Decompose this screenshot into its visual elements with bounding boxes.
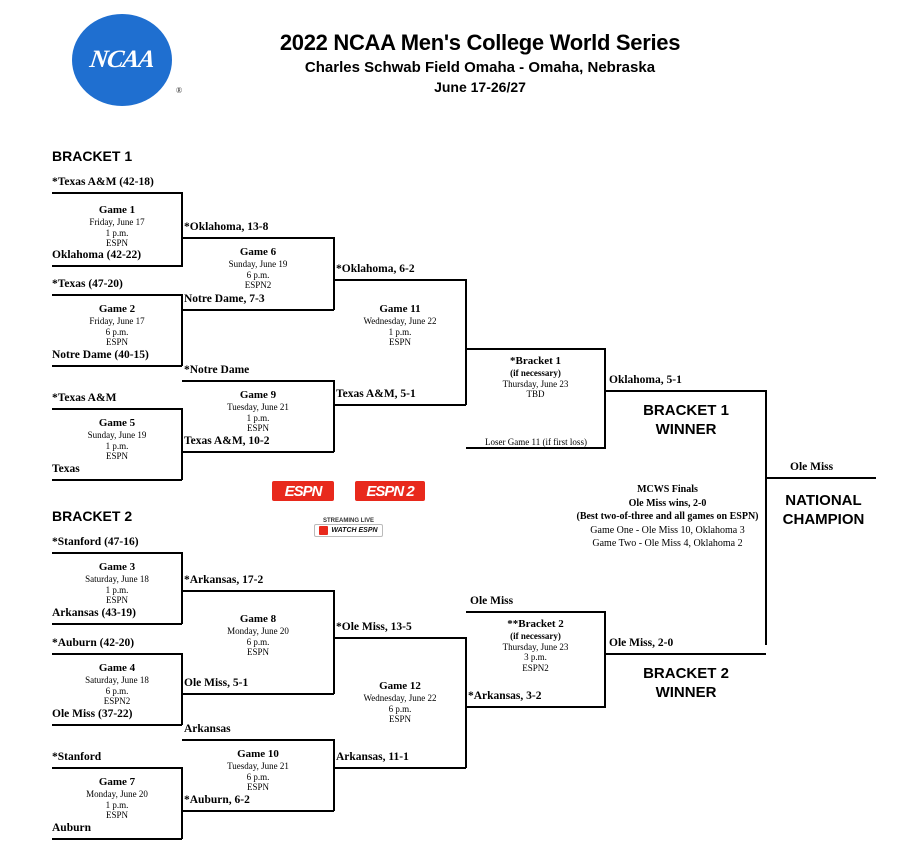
venue-subtitle: Charles Schwab Field Omaha - Omaha, Nebraska xyxy=(304,59,656,76)
game-4-network: ESPN2 xyxy=(103,696,131,707)
bracket-2-winner-line2: WINNER xyxy=(655,683,717,701)
game-9-box xyxy=(182,389,334,434)
rule xyxy=(52,408,182,410)
finals-title: MCWS Finals xyxy=(637,484,698,495)
game-1-title: Game 1 xyxy=(98,204,136,216)
loser-bracket-notre-dame: *Notre Dame xyxy=(184,364,250,376)
bracket-1-if-date: Thursday, June 23 xyxy=(502,378,569,389)
streaming-live-label: STREAMING LIVE xyxy=(322,518,374,524)
national-champion-team: Ole Miss xyxy=(790,461,834,473)
winner-game-9: Texas A&M, 10-2 xyxy=(184,435,270,447)
game-3-title: Game 3 xyxy=(98,561,136,573)
ncaa-logo-text: NCAA xyxy=(88,46,157,73)
game-6-title: Game 6 xyxy=(239,246,277,258)
rule xyxy=(334,279,466,281)
game-2-title: Game 2 xyxy=(98,303,136,315)
bracket-2-winner-line1: BRACKET 2 xyxy=(643,665,729,682)
rule xyxy=(52,838,182,840)
bracket-2-if-necessary-box xyxy=(468,618,603,673)
game-12-title: Game 12 xyxy=(379,680,421,692)
game-7-date: Monday, June 20 xyxy=(86,788,148,799)
bracket-2-if-sub: (if necessary) xyxy=(510,630,561,641)
rule xyxy=(182,693,334,695)
game-7-time: 1 p.m. xyxy=(105,799,129,810)
rule xyxy=(52,552,182,554)
page-title: 2022 NCAA Men's College World Series xyxy=(279,30,681,55)
entrant-game-11-texas-am: Texas A&M, 5-1 xyxy=(336,388,416,400)
game-2-time: 6 p.m. xyxy=(105,326,129,337)
rule xyxy=(52,365,182,367)
rule xyxy=(334,637,466,639)
game-4-box xyxy=(52,662,182,707)
espn-logo: ESPN xyxy=(272,481,334,501)
game-11-network: ESPN xyxy=(388,337,411,348)
game-10-title: Game 10 xyxy=(237,748,279,760)
rule xyxy=(52,479,182,481)
game-5-time: 1 p.m. xyxy=(105,440,129,451)
rule xyxy=(182,739,334,741)
team-auburn: *Auburn (42-20) xyxy=(52,637,135,649)
game-10-box xyxy=(182,748,334,793)
rule xyxy=(181,653,183,725)
team-texas-am: *Texas A&M (42-18) xyxy=(52,176,154,188)
mcws-finals-block xyxy=(535,483,800,551)
game-11-time: 1 p.m. xyxy=(388,326,412,337)
game-5-box xyxy=(52,417,182,462)
game-3-network: ESPN xyxy=(105,595,128,606)
rule xyxy=(606,653,766,655)
winner-game-8: *Ole Miss, 13-5 xyxy=(336,621,412,633)
winner-game-12: *Arkansas, 3-2 xyxy=(468,690,542,702)
game-4-date: Saturday, June 18 xyxy=(85,674,149,685)
bracket-1-winner-line1: BRACKET 1 xyxy=(643,402,729,419)
rule xyxy=(52,192,182,194)
bracket-2-if-time: 3 p.m. xyxy=(524,652,547,663)
bracket-1-winner-label xyxy=(606,402,766,440)
game-8-box xyxy=(182,613,334,658)
bracket-2-if-date: Thursday, June 23 xyxy=(502,641,569,652)
loser-game-11-note: Loser Game 11 (if first loss) xyxy=(485,437,587,447)
winner-game-2: Notre Dame, 7-3 xyxy=(184,293,265,305)
game-2-date: Friday, June 17 xyxy=(89,315,145,326)
rule xyxy=(52,623,182,625)
game-12-network: ESPN xyxy=(388,714,411,725)
finals-game-two: Game Two - Ole Miss 4, Oklahoma 2 xyxy=(592,538,743,549)
team-arkansas: Arkansas (43-19) xyxy=(52,607,137,619)
team-stanford: *Stanford (47-16) xyxy=(52,536,139,548)
game-9-network: ESPN xyxy=(246,423,269,434)
rule xyxy=(52,294,182,296)
team-notre-dame: Notre Dame (40-15) xyxy=(52,349,149,361)
game-3-time: 1 p.m. xyxy=(105,584,129,595)
team-texas-am-2: *Texas A&M xyxy=(52,392,117,404)
game-11-box xyxy=(334,303,466,348)
dates-subtitle: June 17-26/27 xyxy=(434,79,526,95)
rule xyxy=(52,767,182,769)
game-8-title: Game 8 xyxy=(239,613,277,625)
rule xyxy=(334,404,466,406)
game-3-box xyxy=(52,561,182,606)
game-6-date: Sunday, June 19 xyxy=(228,258,288,269)
rule xyxy=(181,294,183,366)
winner-game-4: Ole Miss, 5-1 xyxy=(184,677,249,689)
game-12-box xyxy=(334,680,466,725)
bracket-2-winner-label xyxy=(606,665,766,703)
game-11-title: Game 11 xyxy=(379,303,421,315)
winner-game-10: *Auburn, 6-2 xyxy=(184,794,250,806)
game-1-date: Friday, June 17 xyxy=(89,216,145,227)
game-9-title: Game 9 xyxy=(239,389,277,401)
rule xyxy=(182,590,334,592)
finals-result: Ole Miss wins, 2-0 xyxy=(628,497,707,509)
rule xyxy=(182,810,334,812)
rule xyxy=(182,451,334,453)
bracket-1-label: BRACKET 1 xyxy=(52,148,133,164)
rule xyxy=(182,237,334,239)
bracket-2-if-title: **Bracket 2 xyxy=(507,618,564,630)
winner-game-1: *Oklahoma, 13-8 xyxy=(184,221,269,233)
game-1-network: ESPN xyxy=(105,238,128,249)
game-2-network: ESPN xyxy=(105,337,128,348)
bracket-2-if-network: ESPN2 xyxy=(522,662,549,673)
game-5-network: ESPN xyxy=(105,451,128,462)
rule xyxy=(465,279,467,405)
rule xyxy=(466,611,606,613)
game-7-title: Game 7 xyxy=(98,776,136,788)
bracket-1-if-necessary-box xyxy=(468,355,603,400)
watch-espn-pill[interactable] xyxy=(314,524,382,537)
champion-line1: NATIONAL xyxy=(785,492,862,509)
winner-game-6: *Oklahoma, 6-2 xyxy=(336,263,415,275)
team-stanford-2: *Stanford xyxy=(52,751,102,763)
rule xyxy=(182,380,334,382)
rule xyxy=(333,590,335,694)
bracket-1-if-time: TBD xyxy=(526,389,545,400)
rule xyxy=(52,653,182,655)
bracket-2-top-team: Ole Miss xyxy=(470,595,514,607)
espn2-logo: ESPN 2 xyxy=(355,481,425,501)
rule xyxy=(333,380,335,452)
game-8-date: Monday, June 20 xyxy=(227,625,289,636)
game-1-box xyxy=(52,204,182,249)
game-5-date: Sunday, June 19 xyxy=(87,429,147,440)
game-9-date: Tuesday, June 21 xyxy=(227,401,289,412)
bracket-2-winner-team: Ole Miss, 2-0 xyxy=(609,637,674,649)
bracket-1-winner-line2: WINNER xyxy=(655,420,717,438)
game-1-time: 1 p.m. xyxy=(105,227,129,238)
streaming-live-block xyxy=(272,518,425,537)
rule xyxy=(606,390,766,392)
game-7-network: ESPN xyxy=(105,810,128,821)
game-4-time: 6 p.m. xyxy=(105,685,129,696)
bracket-1-if-sub: (if necessary) xyxy=(510,367,561,378)
game-3-date: Saturday, June 18 xyxy=(85,573,149,584)
watch-espn-label: WATCH ESPN xyxy=(331,527,378,534)
finals-format: (Best two-of-three and all games on ESPN) xyxy=(576,511,759,522)
champion-line2: CHAMPION xyxy=(782,510,865,528)
game-10-time: 6 p.m. xyxy=(246,771,270,782)
watch-espn-icon xyxy=(319,526,328,535)
winner-game-3: *Arkansas, 17-2 xyxy=(184,574,264,586)
rule xyxy=(465,637,467,768)
rule xyxy=(52,724,182,726)
bracket-1-winner-team: Oklahoma, 5-1 xyxy=(609,374,682,386)
rule xyxy=(334,767,466,769)
team-oklahoma: Oklahoma (42-22) xyxy=(52,249,142,261)
game-8-network: ESPN xyxy=(246,647,269,658)
game-6-box xyxy=(182,246,334,291)
bracket-2-label: BRACKET 2 xyxy=(52,508,133,524)
rule xyxy=(333,237,335,310)
game-12-date: Wednesday, June 22 xyxy=(363,692,437,703)
game-11-date: Wednesday, June 22 xyxy=(363,315,437,326)
title-block xyxy=(150,30,810,95)
game-7-box xyxy=(52,776,182,821)
game-2-box xyxy=(52,303,182,348)
bracket-1-if-title: *Bracket 1 xyxy=(509,355,561,367)
team-ole-miss: Ole Miss (37-22) xyxy=(52,708,133,720)
rule xyxy=(333,739,335,811)
rule xyxy=(182,309,334,311)
game-10-date: Tuesday, June 21 xyxy=(227,760,289,771)
game-8-time: 6 p.m. xyxy=(246,636,270,647)
game-10-network: ESPN xyxy=(246,782,269,793)
team-auburn-2: Auburn xyxy=(52,822,91,834)
rule xyxy=(466,706,606,708)
rule xyxy=(766,477,876,479)
rule xyxy=(52,265,182,267)
loser-bracket-arkansas: Arkansas xyxy=(184,723,231,735)
registered-mark-icon: ® xyxy=(176,86,183,95)
entrant-game-12-arkansas: Arkansas, 11-1 xyxy=(336,751,409,763)
finals-game-one: Game One - Ole Miss 10, Oklahoma 3 xyxy=(590,524,745,536)
game-6-time: 6 p.m. xyxy=(246,269,270,280)
game-5-title: Game 5 xyxy=(98,417,136,429)
game-9-time: 1 p.m. xyxy=(246,412,270,423)
game-6-network: ESPN2 xyxy=(244,280,272,291)
rule xyxy=(466,348,606,350)
team-texas: *Texas (47-20) xyxy=(52,278,123,290)
game-4-title: Game 4 xyxy=(98,662,136,674)
game-12-time: 6 p.m. xyxy=(388,703,412,714)
team-texas-2: Texas xyxy=(52,463,80,475)
